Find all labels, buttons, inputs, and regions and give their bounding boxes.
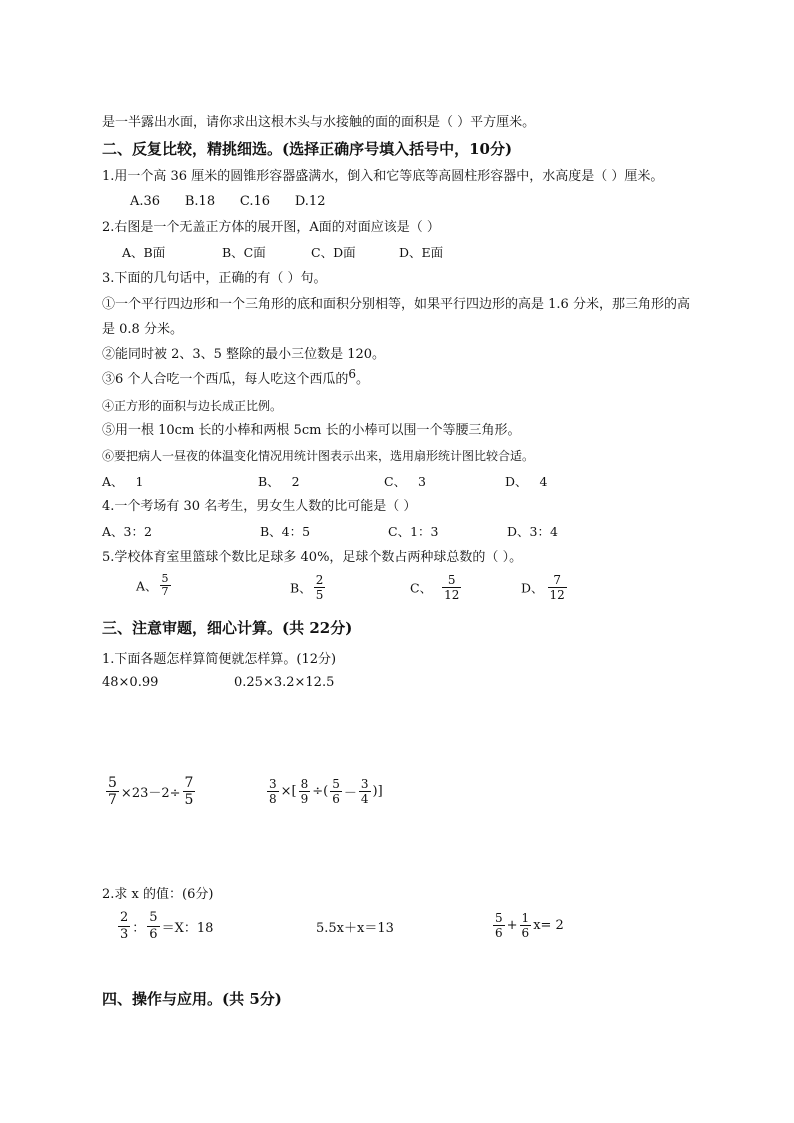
operator: ÷( [312, 784, 329, 799]
q5-option-a [136, 573, 173, 598]
numerator: 1 [521, 911, 530, 925]
numerator: 3 [360, 777, 369, 791]
q4-option-d: D、3：4 [507, 524, 558, 539]
q1-text: 1.用一个高 36 厘米的圆锥形容器盛满水，倒入和它等底等高圆柱形容器中，水高度是（ ）厘米。 [102, 169, 664, 184]
q5-option-c [410, 573, 463, 602]
fraction [299, 777, 311, 806]
calc-1-expr-b: 0.25×3.2×12.5 [234, 675, 335, 690]
q3-text: 3.下面的几句话中，正确的有（ ）句。 [102, 271, 327, 286]
q5-text: 5.学校体育室里篮球个数比足球多 40%，足球个数占两种球总数的（ ）。 [102, 550, 523, 565]
denominator: 4 [360, 792, 369, 806]
equation-1 [116, 910, 213, 943]
section-2-heading: 二、反复比较，精挑细选。(选择正确序号填入括号中，10分) [102, 140, 513, 158]
operator: )] [372, 784, 383, 799]
fraction [147, 910, 159, 943]
q3-stmt-3 [102, 367, 370, 389]
q2-option-d: D、E面 [399, 245, 444, 260]
q2-option-b: B、C面 [222, 245, 266, 260]
q5-option-d [521, 573, 569, 602]
q4-option-c: C、1：3 [388, 524, 439, 539]
operator: ＝X：18 [161, 921, 214, 936]
operator: ×[ [280, 784, 297, 799]
q5-option-b-label: B、 [290, 580, 312, 596]
operator: ×23－2÷ [120, 786, 181, 801]
equation-2: 5.5x＋x＝13 [316, 921, 394, 936]
q3-option-d: D、 4 [505, 474, 548, 489]
q4-text: 4.一个考场有 30 名考生，男女生人数的比可能是（ ） [102, 499, 417, 514]
fraction [106, 775, 119, 808]
fraction [330, 777, 342, 806]
numerator: 2 [315, 573, 324, 587]
q5-option-b [290, 573, 327, 602]
numerator: 2 [120, 910, 129, 925]
section-3-heading: 三、注意审题，细心计算。(共 22分) [102, 619, 353, 637]
calc-2-instruction: 2.求 x 的值：(6分) [102, 887, 214, 902]
denominator: 5 [184, 792, 194, 808]
numerator: 3 [269, 777, 277, 791]
q2-option-c: C、D面 [311, 245, 356, 260]
q5-option-c-fraction [442, 573, 461, 602]
calc-1-expr-c [104, 775, 197, 808]
q3-stmt-5: ⑤用一根 10cm 长的小棒和两根 5cm 长的小棒可以围一个等腰三角形。 [102, 423, 521, 438]
operator: － [343, 786, 357, 801]
operator: + [506, 918, 518, 933]
question-continuation: 是一半露出水面，请你求出这根木头与水接触的面的面积是（ ）平方厘米。 [102, 115, 536, 130]
q1-options: A.36 B.18 C.16 D.12 [130, 194, 326, 209]
numerator: 5 [108, 775, 117, 791]
denominator: 12 [444, 588, 460, 602]
q3-option-b: B、 2 [258, 474, 300, 489]
q3-stmt-6: ⑥要把病人一昼夜的体温变化情况用统计图表示出来，选用扇形统计图比较合适。 [102, 449, 535, 463]
fraction [118, 910, 130, 943]
q5-option-d-label: D、 [521, 580, 544, 596]
q4-option-b: B、4：5 [260, 524, 311, 539]
q3-stmt-3-fraction: 6 [348, 367, 357, 381]
numerator: 5 [149, 910, 158, 925]
denominator: 9 [300, 792, 309, 806]
denominator: 12 [549, 588, 565, 602]
denominator: 8 [269, 792, 277, 806]
numerator: 8 [300, 777, 309, 791]
numerator: 5 [161, 572, 169, 585]
q3-stmt-1b: 是 0.8 分米。 [102, 322, 183, 337]
denominator: 6 [495, 926, 503, 940]
q4-option-a: A、3：2 [102, 524, 152, 539]
calc-1-expr-d [265, 777, 383, 806]
fraction [183, 775, 196, 808]
denominator: 6 [149, 927, 158, 942]
q2-text: 2.右图是一个无盖正方体的展开图，A面的对面应该是（ ） [102, 220, 440, 235]
q3-stmt-4: ④正方形的面积与边长成正比例。 [102, 399, 283, 413]
q5-option-b-fraction [314, 573, 326, 602]
q3-option-c: C、 3 [384, 474, 426, 489]
denominator: 6 [332, 792, 340, 806]
numerator: 5 [332, 777, 340, 791]
numerator: 5 [447, 573, 456, 587]
q3-stmt-3-text: ③6 个人合吃一个西瓜，每人吃这个西瓜的 [102, 372, 349, 387]
denominator: 5 [315, 588, 324, 602]
fraction [267, 777, 279, 806]
fraction [520, 911, 532, 940]
q3-stmt-1a: ①一个平行四边形和一个三角形的底和面积分别相等，如果平行四边形的高是 1.6 分米，那三角形的高 [102, 297, 690, 312]
q2-option-a: A、B面 [122, 245, 166, 260]
equation-3 [491, 911, 564, 940]
q3-stmt-3-end: 。 [356, 372, 370, 387]
q3-stmt-2: ②能同时被 2、3、5 整除的最小三位数是 120。 [102, 347, 386, 362]
fraction [493, 911, 505, 940]
calc-1-instruction: 1.下面各题怎样算简便就怎样算。(12分) [102, 652, 337, 667]
denominator: 7 [108, 792, 117, 808]
denominator: 7 [161, 585, 169, 598]
numerator: 7 [184, 775, 194, 791]
denominator: 3 [120, 927, 129, 942]
numerator: 5 [495, 911, 503, 925]
q5-option-d-fraction [548, 573, 567, 602]
numerator: 7 [553, 573, 561, 587]
operator: ： [132, 921, 146, 936]
section-4-heading: 四、操作与应用。(共 5分) [102, 990, 282, 1008]
q5-option-a-label: A、 [136, 578, 158, 594]
operator: x= 2 [533, 918, 564, 933]
q5-option-c-label: C、 [410, 580, 433, 596]
q5-option-a-fraction [160, 573, 171, 598]
q3-option-a: A、 1 [102, 474, 144, 489]
calc-1-expr-a: 48×0.99 [102, 675, 159, 690]
denominator: 6 [521, 926, 530, 940]
fraction [359, 777, 371, 806]
